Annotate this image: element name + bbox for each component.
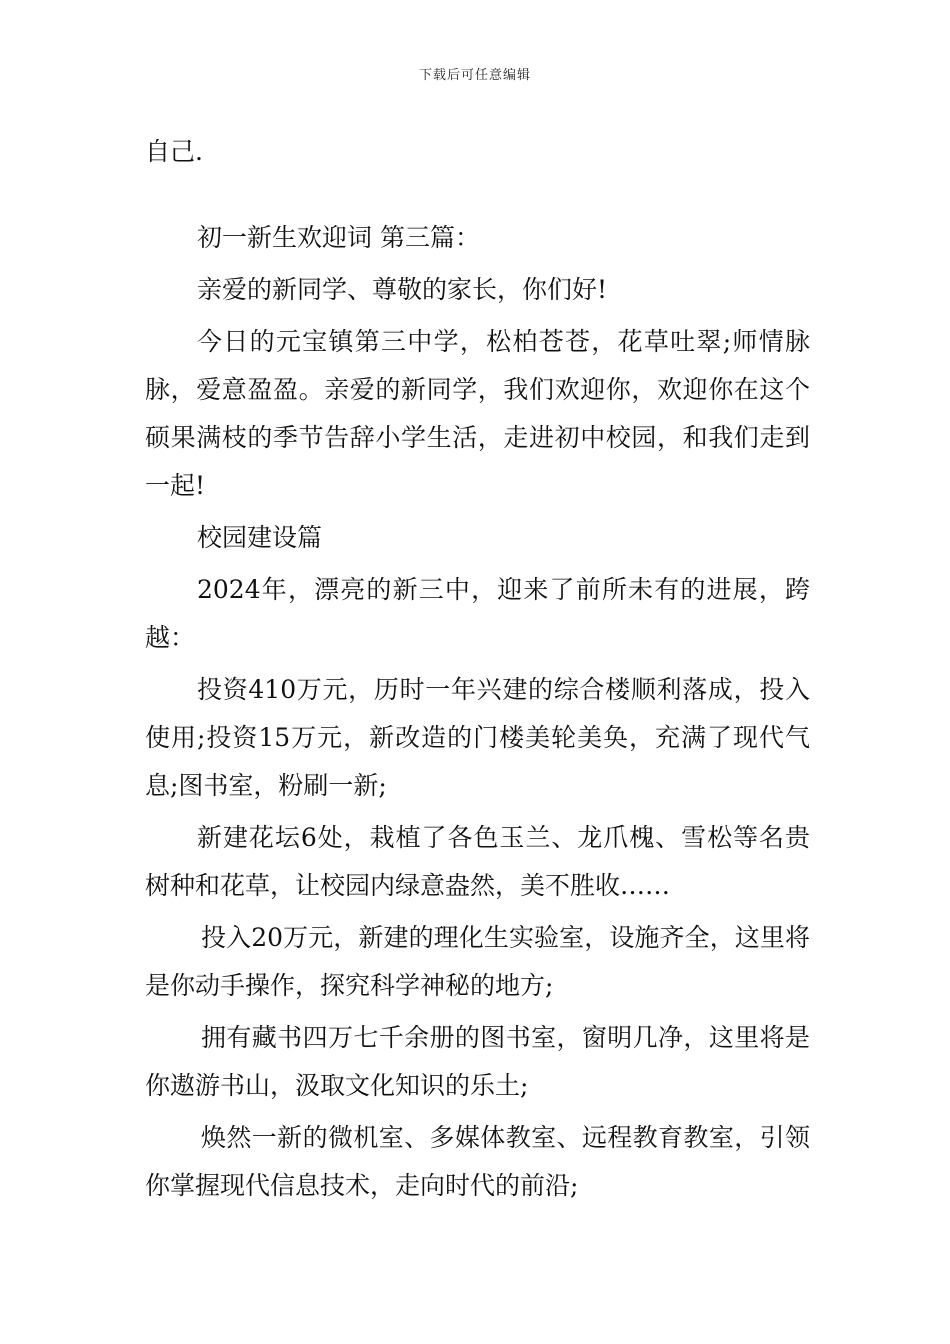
progress-paragraph: 2024年，漂亮的新三中，迎来了前所未有的进展，跨越： <box>145 575 810 652</box>
paragraph-continuation: 自己. <box>145 137 203 166</box>
page-header-note: 下载后可任意编辑 <box>418 68 531 83</box>
investment-paragraph: 投资410万元，历时一年兴建的综合楼顺利落成，投入使用;投资15万元，新改造的门楼美轮美奂，充满了现代气息;图书室，粉刷一新; <box>145 675 810 800</box>
subsection-heading: 校园建设篇 <box>197 523 323 552</box>
greeting-paragraph: 亲爱的新同学、尊敬的家长，你们好! <box>197 275 608 304</box>
garden-paragraph: 新建花坛6处，栽植了各色玉兰、龙爪槐、雪松等名贵树种和花草，让校园内绿意盎然，美不胜收…… <box>145 823 810 900</box>
welcome-paragraph: 今日的元宝镇第三中学，松柏苍苍，花草吐翠;师情脉脉，爱意盈盈。亲爱的新同学，我们欢迎你，欢迎你在这个硕果满枝的季节告辞小学生活，走进初中校园，和我们走到一起! <box>145 327 810 500</box>
computer-room-paragraph: 焕然一新的微机室、多媒体教室、远程教育教室，引领你掌握现代信息技术，走向时代的前沿; <box>145 1123 810 1200</box>
library-paragraph: 拥有藏书四万七千余册的图书室，窗明几净，这里将是你遨游书山，汲取文化知识的乐土; <box>145 1023 810 1100</box>
section-heading: 初一新生欢迎词 第三篇： <box>197 223 480 252</box>
lab-paragraph: 投入20万元，新建的理化生实验室，设施齐全，这里将是你动手操作，探究科学神秘的地方; <box>145 923 810 1000</box>
document-body <box>145 128 810 1210</box>
